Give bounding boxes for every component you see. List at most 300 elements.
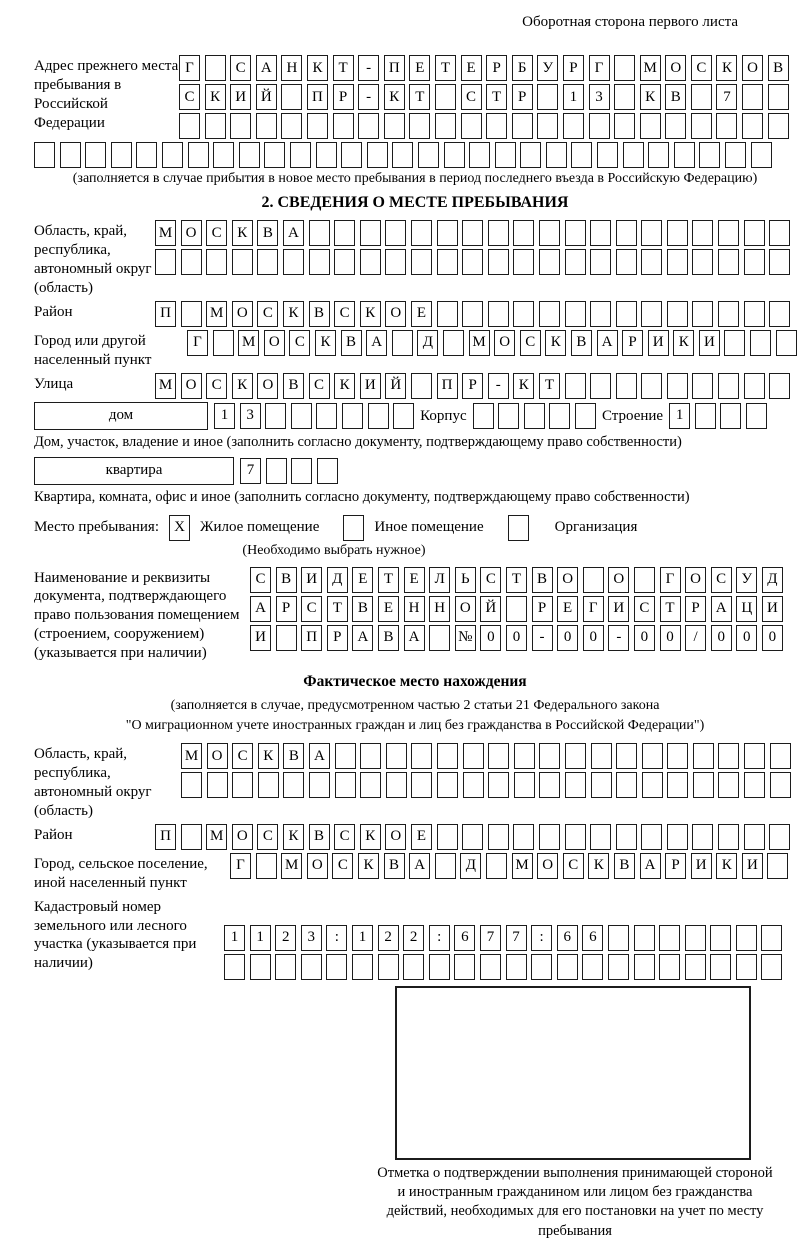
form-cell bbox=[275, 954, 296, 980]
form-cell: С bbox=[309, 373, 330, 399]
form-cell: С bbox=[230, 55, 251, 81]
actual-region-label: Область, край, республика, автономный округ (область) bbox=[34, 746, 152, 820]
form-cell: К bbox=[307, 55, 328, 81]
form-cell: 7 bbox=[716, 84, 737, 110]
form-cell bbox=[641, 824, 662, 850]
prev-address-label: Адрес прежнего места пребывания в Российской Федерации bbox=[34, 58, 179, 131]
form-cell bbox=[291, 458, 312, 484]
form-cell: Д bbox=[417, 330, 438, 356]
form-cell: И bbox=[250, 625, 271, 651]
form-cell bbox=[85, 142, 106, 168]
form-cell: 0 bbox=[634, 625, 655, 651]
form-cell: Й bbox=[385, 373, 406, 399]
form-cell bbox=[640, 113, 661, 139]
form-cell: 6 bbox=[454, 925, 475, 951]
form-cell bbox=[744, 772, 765, 798]
form-cell bbox=[462, 249, 483, 275]
form-cell: К bbox=[360, 824, 381, 850]
form-cell bbox=[667, 249, 688, 275]
form-cell bbox=[462, 824, 483, 850]
prev-address-row-2 bbox=[179, 84, 789, 110]
doc-row-3 bbox=[250, 625, 783, 651]
form-cell: Т bbox=[539, 373, 560, 399]
form-cell: В bbox=[283, 743, 304, 769]
form-cell bbox=[769, 301, 790, 327]
form-cell bbox=[514, 743, 535, 769]
form-cell bbox=[462, 301, 483, 327]
form-cell: П bbox=[155, 824, 176, 850]
form-cell bbox=[486, 113, 507, 139]
form-cell bbox=[685, 925, 706, 951]
form-cell bbox=[513, 249, 534, 275]
form-cell bbox=[692, 220, 713, 246]
form-cell bbox=[761, 954, 782, 980]
stay-option-organization-label: Организация bbox=[554, 519, 638, 536]
form-cell bbox=[411, 373, 432, 399]
form-cell bbox=[539, 772, 560, 798]
form-cell bbox=[437, 249, 458, 275]
form-cell bbox=[616, 301, 637, 327]
form-cell bbox=[188, 142, 209, 168]
form-cell bbox=[488, 824, 509, 850]
form-cell bbox=[718, 301, 739, 327]
form-cell: Й bbox=[480, 596, 501, 622]
form-cell: О bbox=[608, 567, 629, 593]
form-cell bbox=[309, 249, 330, 275]
form-cell: О bbox=[307, 853, 328, 879]
form-cell: В bbox=[532, 567, 553, 593]
form-cell: У bbox=[537, 55, 558, 81]
form-cell: - bbox=[532, 625, 553, 651]
form-cell bbox=[616, 373, 637, 399]
form-cell bbox=[437, 824, 458, 850]
form-cell bbox=[283, 249, 304, 275]
form-cell: : bbox=[531, 925, 552, 951]
form-cell: А bbox=[250, 596, 271, 622]
form-cell bbox=[358, 113, 379, 139]
form-cell bbox=[590, 301, 611, 327]
form-cell: Г bbox=[230, 853, 251, 879]
form-cell: Т bbox=[327, 596, 348, 622]
section2-title: 2. СВЕДЕНИЯ О МЕСТЕ ПРЕБЫВАНИЯ bbox=[261, 194, 569, 212]
ownership-doc-field bbox=[34, 567, 796, 663]
form-cell bbox=[181, 249, 202, 275]
form-cell: А bbox=[711, 596, 732, 622]
street-row bbox=[155, 373, 790, 399]
form-cell bbox=[411, 249, 432, 275]
form-cell bbox=[768, 84, 789, 110]
form-cell bbox=[693, 743, 714, 769]
form-cell bbox=[744, 824, 765, 850]
actual-district-label: Район bbox=[34, 826, 73, 843]
form-cell bbox=[746, 403, 767, 429]
form-cell bbox=[716, 113, 737, 139]
form-cell bbox=[565, 824, 586, 850]
form-cell bbox=[634, 925, 655, 951]
form-cell bbox=[710, 954, 731, 980]
form-cell: Е bbox=[411, 824, 432, 850]
region-field bbox=[34, 220, 796, 298]
form-cell bbox=[720, 403, 741, 429]
form-cell: К bbox=[716, 853, 737, 879]
doc-row-2 bbox=[250, 596, 783, 622]
form-cell bbox=[514, 772, 535, 798]
form-cell: К bbox=[673, 330, 694, 356]
stay-type-label: Место пребывания: bbox=[34, 519, 159, 536]
form-cell: О bbox=[257, 373, 278, 399]
form-cell: К bbox=[205, 84, 226, 110]
form-cell bbox=[437, 743, 458, 769]
form-cell bbox=[409, 113, 430, 139]
form-cell bbox=[571, 142, 592, 168]
form-cell: С bbox=[257, 301, 278, 327]
form-cell bbox=[488, 301, 509, 327]
form-cell bbox=[767, 853, 788, 879]
form-cell: О bbox=[207, 743, 228, 769]
apartment-caption: Квартира, комната, офис и иное (заполнить согласно документу, подтверждающему право собственности) bbox=[34, 488, 690, 505]
form-cell bbox=[309, 772, 330, 798]
form-cell: 0 bbox=[480, 625, 501, 651]
form-cell bbox=[718, 772, 739, 798]
form-cell: № bbox=[455, 625, 476, 651]
form-cell bbox=[335, 772, 356, 798]
form-cell bbox=[718, 824, 739, 850]
form-cell bbox=[181, 772, 202, 798]
form-cell: М bbox=[512, 853, 533, 879]
form-cell bbox=[60, 142, 81, 168]
form-cell bbox=[667, 743, 688, 769]
form-cell: М bbox=[155, 373, 176, 399]
house-number-row bbox=[214, 403, 414, 429]
form-cell: У bbox=[736, 567, 757, 593]
cadastre-row-1 bbox=[224, 925, 782, 951]
form-cell bbox=[454, 954, 475, 980]
form-cell: И bbox=[699, 330, 720, 356]
stay-note: (Необходимо выбрать нужное) bbox=[242, 542, 426, 558]
stay-type-row bbox=[34, 515, 796, 541]
form-cell bbox=[583, 567, 604, 593]
form-cell bbox=[264, 142, 285, 168]
form-cell: К bbox=[545, 330, 566, 356]
form-cell: 0 bbox=[583, 625, 604, 651]
form-cell bbox=[162, 142, 183, 168]
form-cell bbox=[266, 458, 287, 484]
form-cell bbox=[744, 373, 765, 399]
form-cell bbox=[563, 113, 584, 139]
form-cell bbox=[575, 403, 596, 429]
form-cell: Г bbox=[179, 55, 200, 81]
form-cell: Т bbox=[378, 567, 399, 593]
cadastre-label: Кадастровый номер земельного или лесного участка (указывается при наличии) bbox=[34, 898, 197, 972]
form-cell: И bbox=[360, 373, 381, 399]
form-cell: С bbox=[480, 567, 501, 593]
actual-district-row bbox=[155, 824, 790, 850]
form-cell bbox=[691, 84, 712, 110]
form-cell: В bbox=[614, 853, 635, 879]
form-cell bbox=[256, 853, 277, 879]
form-cell: 3 bbox=[301, 925, 322, 951]
doc-row-1 bbox=[250, 567, 783, 593]
form-cell: 1 bbox=[250, 925, 271, 951]
region-row-2 bbox=[155, 249, 790, 275]
form-cell bbox=[725, 142, 746, 168]
form-cell bbox=[537, 113, 558, 139]
form-cell bbox=[429, 954, 450, 980]
form-cell bbox=[642, 772, 663, 798]
form-cell bbox=[281, 113, 302, 139]
form-cell bbox=[634, 954, 655, 980]
form-cell bbox=[718, 249, 739, 275]
form-cell: С bbox=[179, 84, 200, 110]
form-cell bbox=[239, 142, 260, 168]
form-cell bbox=[378, 954, 399, 980]
form-cell bbox=[488, 249, 509, 275]
form-cell bbox=[181, 301, 202, 327]
form-cell: О bbox=[385, 824, 406, 850]
form-cell bbox=[429, 625, 450, 651]
actual-city-field bbox=[34, 853, 796, 893]
form-cell bbox=[498, 403, 519, 429]
form-cell: О bbox=[665, 55, 686, 81]
form-cell: Р bbox=[462, 373, 483, 399]
form-cell bbox=[667, 772, 688, 798]
form-cell: 3 bbox=[240, 403, 261, 429]
form-cell bbox=[386, 772, 407, 798]
form-cell: В bbox=[768, 55, 789, 81]
form-cell: К bbox=[232, 373, 253, 399]
form-cell bbox=[392, 142, 413, 168]
actual-location-title: Фактическое место нахождения bbox=[303, 672, 527, 690]
form-cell: 1 bbox=[214, 403, 235, 429]
form-cell: Д bbox=[762, 567, 783, 593]
city-row bbox=[187, 330, 797, 356]
form-cell bbox=[591, 772, 612, 798]
form-cell: О bbox=[455, 596, 476, 622]
form-cell: Д bbox=[327, 567, 348, 593]
form-cell bbox=[616, 220, 637, 246]
form-cell bbox=[360, 743, 381, 769]
form-cell: О bbox=[232, 824, 253, 850]
form-cell bbox=[411, 220, 432, 246]
form-cell bbox=[341, 142, 362, 168]
form-cell: И bbox=[762, 596, 783, 622]
form-cell bbox=[443, 330, 464, 356]
form-cell: Н bbox=[429, 596, 450, 622]
form-cell bbox=[34, 142, 55, 168]
form-cell bbox=[641, 373, 662, 399]
form-cell bbox=[539, 301, 560, 327]
form-cell: А bbox=[352, 625, 373, 651]
form-cell bbox=[307, 113, 328, 139]
form-cell: 3 bbox=[589, 84, 610, 110]
form-cell: - bbox=[358, 55, 379, 81]
form-cell bbox=[539, 249, 560, 275]
form-cell: С bbox=[301, 596, 322, 622]
form-cell bbox=[537, 84, 558, 110]
form-cell: С bbox=[461, 84, 482, 110]
prev-address-caption: (заполняется в случае прибытия в новое место пребывания в период последнего въезда в Российскую Федерацию) bbox=[72, 171, 758, 186]
confirmation-mark-box bbox=[395, 986, 751, 1160]
form-cell: П bbox=[384, 55, 405, 81]
form-cell bbox=[565, 373, 586, 399]
form-cell: П bbox=[301, 625, 322, 651]
form-cell: М bbox=[238, 330, 259, 356]
form-cell: Л bbox=[429, 567, 450, 593]
form-cell bbox=[565, 249, 586, 275]
form-cell bbox=[411, 772, 432, 798]
form-cell bbox=[213, 142, 234, 168]
form-cell bbox=[751, 142, 772, 168]
form-cell bbox=[710, 925, 731, 951]
form-cell: Г bbox=[589, 55, 610, 81]
form-cell bbox=[659, 954, 680, 980]
form-cell: Б bbox=[512, 55, 533, 81]
form-cell: 0 bbox=[506, 625, 527, 651]
form-cell: И bbox=[230, 84, 251, 110]
form-cell: Е bbox=[378, 596, 399, 622]
form-cell: В bbox=[309, 824, 330, 850]
form-cell: В bbox=[276, 567, 297, 593]
form-cell bbox=[776, 330, 797, 356]
form-cell bbox=[692, 249, 713, 275]
form-cell bbox=[393, 403, 414, 429]
form-cell: Е bbox=[404, 567, 425, 593]
form-cell: 6 bbox=[557, 925, 578, 951]
stay-option-other-label: Иное помещение bbox=[374, 519, 484, 536]
form-cell: М bbox=[155, 220, 176, 246]
street-field bbox=[34, 373, 796, 399]
form-cell bbox=[136, 142, 157, 168]
form-cell bbox=[224, 954, 245, 980]
form-cell bbox=[435, 853, 456, 879]
checkbox-organization bbox=[508, 515, 529, 541]
form-cell bbox=[693, 772, 714, 798]
form-cell bbox=[463, 743, 484, 769]
form-cell bbox=[506, 596, 527, 622]
form-cell bbox=[641, 220, 662, 246]
form-cell: М bbox=[469, 330, 490, 356]
form-cell: 2 bbox=[378, 925, 399, 951]
form-cell bbox=[674, 142, 695, 168]
cadastre-row-2 bbox=[224, 954, 782, 980]
form-cell bbox=[667, 373, 688, 399]
form-cell bbox=[486, 853, 507, 879]
form-cell bbox=[546, 142, 567, 168]
form-cell: К bbox=[358, 853, 379, 879]
form-cell: В bbox=[341, 330, 362, 356]
form-cell: С bbox=[232, 743, 253, 769]
form-cell bbox=[469, 142, 490, 168]
form-cell: Е bbox=[461, 55, 482, 81]
form-cell bbox=[744, 220, 765, 246]
form-cell bbox=[301, 954, 322, 980]
form-cell: И bbox=[608, 596, 629, 622]
form-cell: К bbox=[315, 330, 336, 356]
form-cell bbox=[444, 142, 465, 168]
form-cell bbox=[744, 249, 765, 275]
form-cell bbox=[769, 220, 790, 246]
form-cell: Г bbox=[660, 567, 681, 593]
form-cell: Е bbox=[352, 567, 373, 593]
form-cell: М bbox=[181, 743, 202, 769]
form-cell: 0 bbox=[736, 625, 757, 651]
form-cell bbox=[334, 249, 355, 275]
form-cell bbox=[386, 743, 407, 769]
house-type-box: дом bbox=[34, 402, 208, 430]
form-cell: С bbox=[289, 330, 310, 356]
form-cell bbox=[473, 403, 494, 429]
form-cell bbox=[616, 249, 637, 275]
form-cell: 7 bbox=[480, 925, 501, 951]
form-cell: Г bbox=[187, 330, 208, 356]
form-cell bbox=[591, 743, 612, 769]
form-cell bbox=[437, 220, 458, 246]
form-cell: К bbox=[232, 220, 253, 246]
form-cell bbox=[667, 824, 688, 850]
actual-city-row bbox=[230, 853, 788, 879]
form-cell bbox=[480, 954, 501, 980]
form-cell bbox=[258, 772, 279, 798]
actual-region-row-1 bbox=[181, 743, 791, 769]
form-cell: А bbox=[597, 330, 618, 356]
form-cell: И bbox=[691, 853, 712, 879]
form-cell: К bbox=[640, 84, 661, 110]
form-cell bbox=[513, 301, 534, 327]
form-cell: В bbox=[352, 596, 373, 622]
form-cell bbox=[691, 113, 712, 139]
form-cell bbox=[667, 220, 688, 246]
form-cell: 2 bbox=[403, 925, 424, 951]
form-cell bbox=[648, 142, 669, 168]
form-cell bbox=[437, 301, 458, 327]
form-cell bbox=[360, 249, 381, 275]
form-cell bbox=[360, 220, 381, 246]
form-cell: О bbox=[685, 567, 706, 593]
district-field bbox=[34, 301, 796, 327]
form-cell: 2 bbox=[275, 925, 296, 951]
form-cell bbox=[520, 142, 541, 168]
stay-option-residential-label: Жилое помещение bbox=[200, 519, 320, 536]
actual-location-caption-2: "О миграционном учете иностранных граждан и лиц без гражданства в Российской Федерации") bbox=[125, 718, 705, 734]
form-cell: С bbox=[206, 220, 227, 246]
form-cell bbox=[699, 142, 720, 168]
form-cell bbox=[309, 220, 330, 246]
form-cell: О bbox=[232, 301, 253, 327]
form-cell bbox=[437, 772, 458, 798]
form-cell bbox=[614, 55, 635, 81]
form-cell: Р bbox=[512, 84, 533, 110]
form-cell: Р bbox=[276, 596, 297, 622]
form-cell bbox=[213, 330, 234, 356]
form-cell bbox=[549, 403, 570, 429]
form-cell bbox=[770, 772, 791, 798]
form-cell bbox=[641, 249, 662, 275]
form-cell bbox=[462, 220, 483, 246]
form-cell: Р bbox=[563, 55, 584, 81]
form-cell bbox=[557, 954, 578, 980]
form-cell: И bbox=[648, 330, 669, 356]
form-cell bbox=[411, 743, 432, 769]
page-side-note: Оборотная сторона первого листа bbox=[522, 14, 738, 30]
form-cell: С bbox=[520, 330, 541, 356]
region-label: Область, край, республика, автономный округ (область) bbox=[34, 223, 152, 296]
form-cell: Е bbox=[557, 596, 578, 622]
form-cell: О bbox=[181, 220, 202, 246]
form-cell bbox=[283, 772, 304, 798]
form-cell: Т bbox=[409, 84, 430, 110]
actual-city-label: Город, сельское поселение, иной населенный пункт bbox=[34, 855, 208, 891]
form-cell bbox=[623, 142, 644, 168]
